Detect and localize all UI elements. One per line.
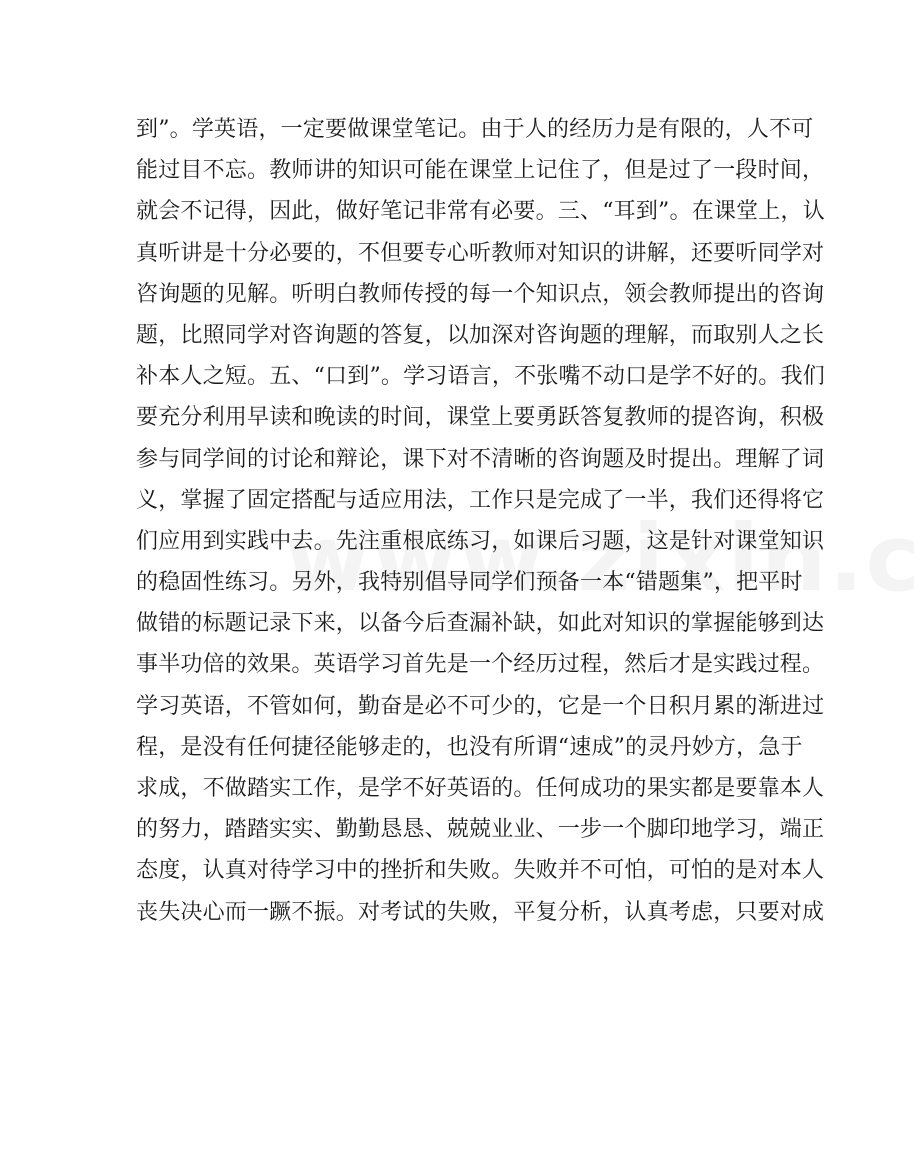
text-line: 事半功倍的效果。英语学习首先是一个经历过程，然后才是实践过程。	[136, 652, 825, 678]
text-line: 参与同学间的讨论和辩论，课下对不清晰的咨询题及时提出。理解了词	[136, 446, 825, 472]
text-line: 学习英语，不管如何，勤奋是必不可少的，它是一个日积月累的渐进过	[136, 693, 825, 719]
text-line: 题，比照同学对咨询题的答复，以加深对咨询题的理解，而取别人之长	[136, 322, 825, 348]
text-line: 的稳固性练习。另外，我特别倡导同学们预备一本“错题集”，把平时	[136, 570, 803, 596]
text-line: 就会不记得，因此，做好笔记非常有必要。三、“耳到”。在课堂上，认	[136, 199, 825, 225]
text-line: 义，掌握了固定搭配与适应用法，工作只是完成了一半，我们还得将它	[136, 487, 825, 513]
text-line: 做错的标题记录下来，以备今后查漏补缺，如此对知识的掌握能够到达	[136, 611, 825, 637]
text-line: 态度，认真对待学习中的挫折和失败。失败并不可怕，可怕的是对本人	[136, 858, 825, 884]
text-line: 程，是没有任何捷径能够走的，也没有所谓“速成”的灵丹妙方，急于	[136, 734, 803, 760]
text-line: 咨询题的见解。听明白教师传授的每一个知识点，领会教师提出的咨询	[136, 281, 825, 307]
text-line: 补本人之短。五、“口到”。学习语言，不张嘴不动口是学不好的。我们	[136, 364, 825, 390]
text-line: 丧失决心而一蹶不振。对考试的失败，平复分析，认真考虑，只要对成	[136, 899, 825, 925]
text-line: 真听讲是十分必要的，不但要专心听教师对知识的讲解，还要听同学对	[136, 240, 825, 266]
text-line: 到”。学英语，一定要做课堂笔记。由于人的经历力是有限的，人不可	[136, 117, 814, 142]
text-line: 们应用到实践中去。先注重根底练习，如课后习题，这是针对课堂知识	[136, 528, 825, 554]
text-line: 能过目不忘。教师讲的知识可能在课堂上记住了，但是过了一段时间，	[136, 158, 825, 184]
text-line: 求成，不做踏实工作，是学不好英语的。任何成功的果实都是要靠本人	[136, 776, 825, 801]
text-line: 的努力，踏踏实实、勤勤恳恳、兢兢业业、一步一个脚印地学习，端正	[136, 817, 825, 843]
body-text	[136, 109, 825, 933]
text-line: 要充分利用早读和晚读的时间，课堂上要勇跃答复教师的提咨询，积极	[136, 405, 825, 431]
